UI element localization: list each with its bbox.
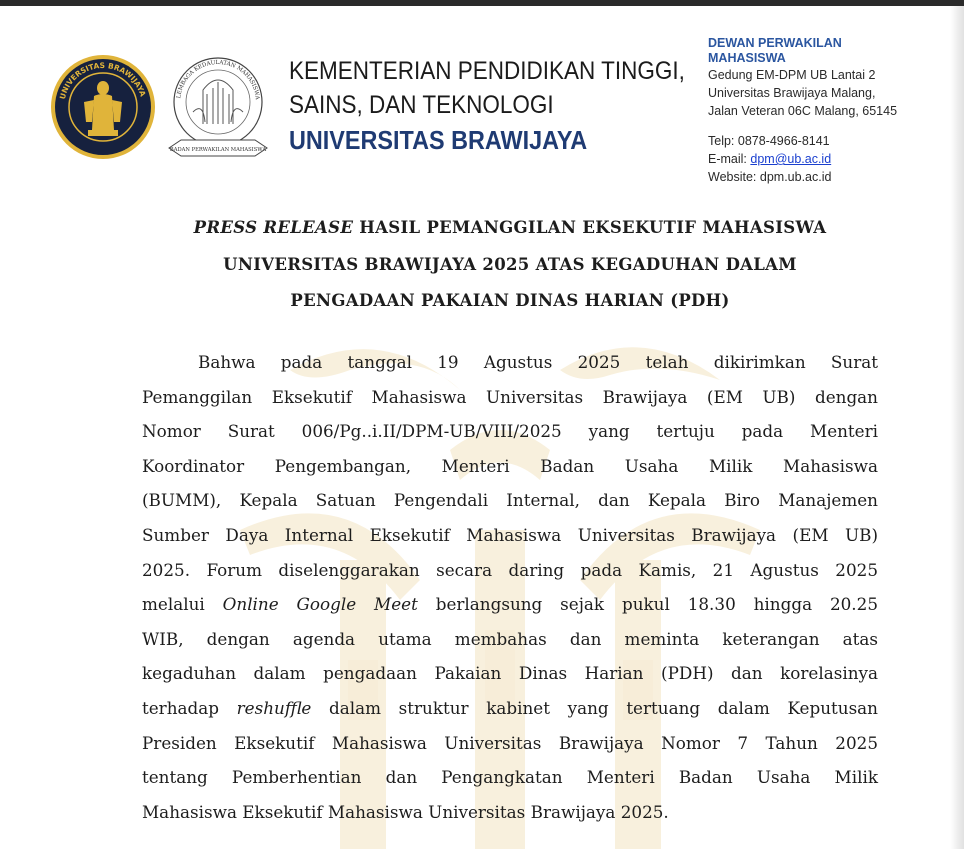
website: Website: dpm.ub.ac.id bbox=[708, 170, 832, 184]
body-line: tentang Pemberhentian dan Pengangkatan Menteri Badan Usaha Milik bbox=[142, 767, 878, 788]
body-line bbox=[142, 691, 878, 726]
page-edge-shadow bbox=[950, 6, 964, 849]
org-name-line-1: DEWAN PERWAKILAN bbox=[708, 36, 842, 50]
body-line: Pemanggilan Eksekutif Mahasiswa Universitas Brawijaya (EM UB) dengan bbox=[142, 386, 878, 407]
email-link[interactable]: dpm@ub.ac.id bbox=[750, 152, 832, 166]
press-release-title bbox=[140, 210, 880, 320]
ministry-line-1: KEMENTERIAN PENDIDIKAN TINGGI, bbox=[289, 57, 685, 85]
email-line bbox=[708, 150, 897, 168]
body-text: melalui bbox=[142, 594, 223, 615]
body-line: Bahwa pada tanggal 19 Agustus 2025 telah dikirimkan Surat bbox=[198, 352, 878, 372]
window-top-bar bbox=[0, 0, 964, 6]
body-italic-text: Online Google Meet bbox=[222, 594, 418, 615]
address-line-2: Universitas Brawijaya Malang, bbox=[708, 86, 876, 100]
letterhead-contact bbox=[708, 36, 897, 186]
body-italic-text: reshuffle bbox=[236, 697, 312, 718]
university-name: UNIVERSITAS BRAWIJAYA bbox=[289, 125, 588, 155]
body-text: berlangsung sejak pukul 18.30 hingga 20.25 bbox=[417, 594, 878, 615]
body-line: Nomor Surat 006/Pg..i.II/DPM-UB/VIII/2025 yang tertuju pada Menteri bbox=[142, 421, 878, 442]
body-line: Mahasiswa Eksekutif Mahasiswa Universitas Brawijaya 2025. bbox=[142, 801, 669, 822]
ministry-line-2: SAINS, DAN TEKNOLOGI bbox=[289, 91, 554, 119]
body-line: Koordinator Pengembangan, Menteri Badan Usaha Milik Mahasiswa bbox=[142, 455, 878, 476]
email-label: E-mail: bbox=[708, 152, 751, 166]
logo1-ring-text: UNIVERSITAS BRAWIJAYA bbox=[57, 60, 148, 101]
body-line: Presiden Eksekutif Mahasiswa Universitas Brawijaya Nomor 7 Tahun 2025 bbox=[142, 732, 878, 753]
phone: Telp: 0878-4966-8141 bbox=[708, 134, 830, 148]
title-italic: PRESS RELEASE bbox=[193, 218, 354, 237]
logo2-ribbon-text: BADAN PERWAKILAN MAHASISWA bbox=[169, 147, 267, 153]
body-line bbox=[142, 587, 878, 622]
address-line-1: Gedung EM-DPM UB Lantai 2 bbox=[708, 68, 876, 82]
university-logo bbox=[48, 52, 158, 162]
body-text: terhadap bbox=[142, 697, 237, 718]
address-line-3: Jalan Veteran 06C Malang, 65145 bbox=[708, 104, 898, 118]
dpm-logo bbox=[163, 52, 273, 170]
logo2-ring-text: LEMBAGA KEDAULATAN MAHASISWA bbox=[176, 59, 260, 100]
body-line: 2025. Forum diselenggarakan secara daring pada Kamis, 21 Agustus 2025 bbox=[142, 559, 878, 580]
letterhead-institution bbox=[289, 54, 729, 158]
org-name-line-2: MAHASISWA bbox=[708, 51, 786, 65]
body-text: dalam struktur kabinet yang tertuang dalam Keputusan bbox=[311, 697, 878, 718]
body-line: kegaduhan dalam pengadaan Pakaian Dinas Harian (PDH) dan korelasinya bbox=[142, 663, 878, 684]
title-line-1-rest: HASIL PEMANGGILAN EKSEKUTIF MAHASISWA bbox=[353, 218, 827, 237]
body-paragraph bbox=[142, 345, 878, 829]
title-line-2: UNIVERSITAS BRAWIJAYA 2025 ATAS KEGADUHAN DALAM bbox=[223, 254, 797, 274]
body-line: WIB, dengan agenda utama membahas dan meminta keterangan atas bbox=[142, 628, 878, 649]
title-line-3: PENGADAAN PAKAIAN DINAS HARIAN (PDH) bbox=[290, 291, 730, 310]
body-line: Sumber Daya Internal Eksekutif Mahasiswa Universitas Brawijaya (EM UB) bbox=[142, 524, 878, 545]
title-line-1 bbox=[140, 210, 880, 247]
body-line: (BUMM), Kepala Satuan Pengendali Internal, dan Kepala Biro Manajemen bbox=[142, 490, 878, 511]
